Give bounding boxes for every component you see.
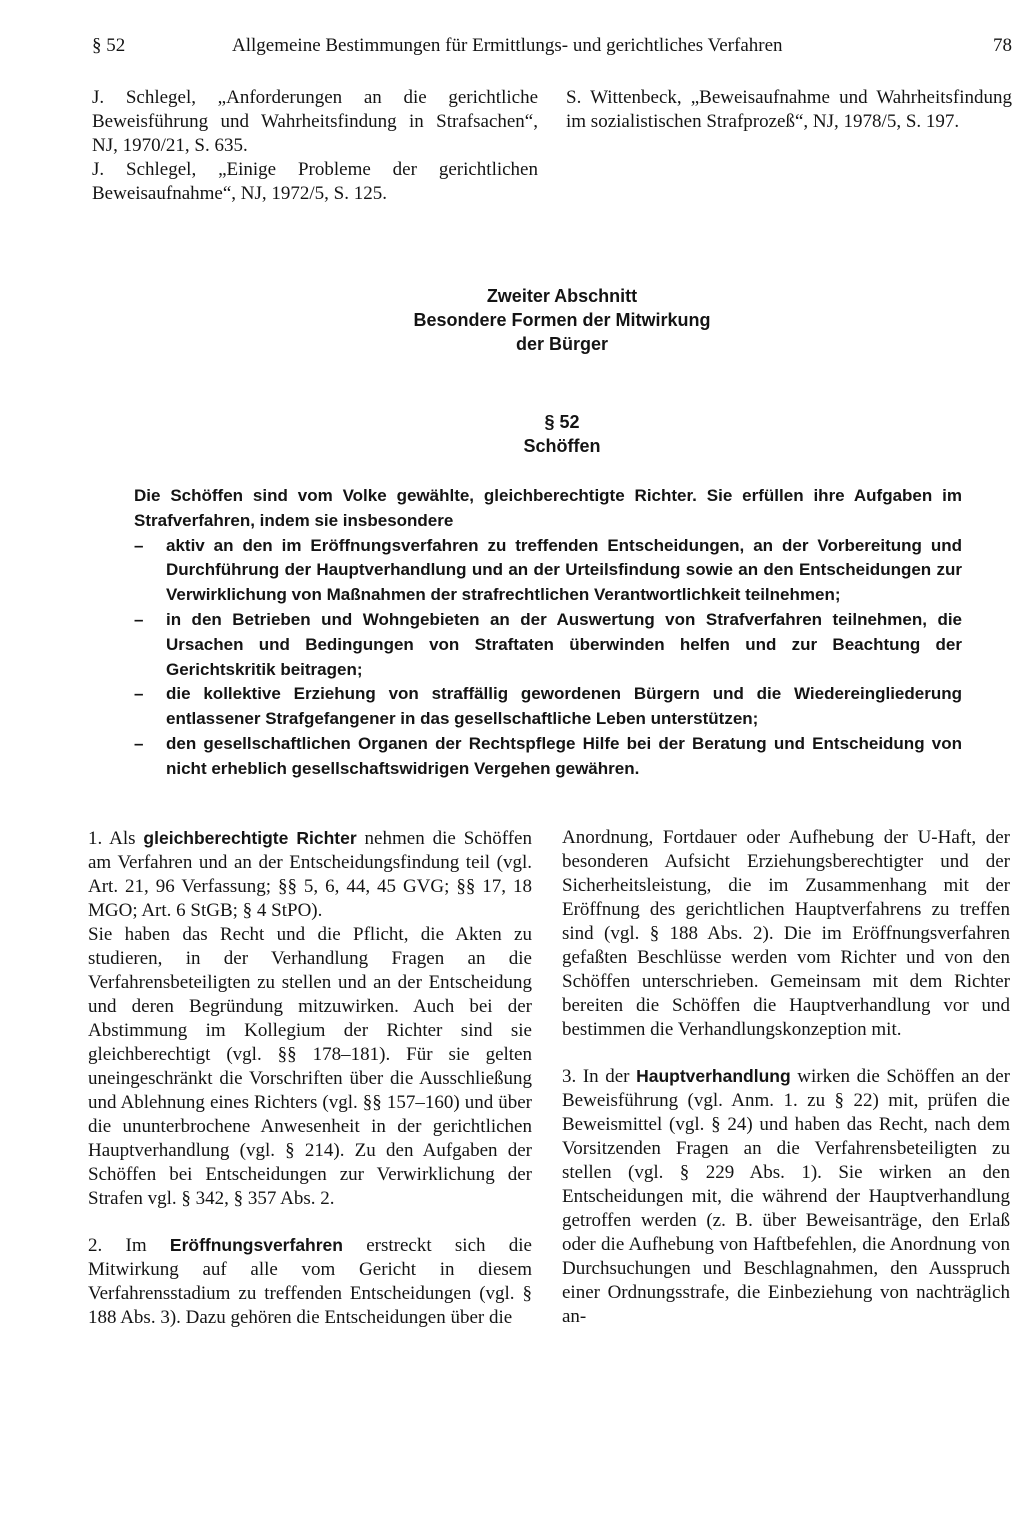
commentary-note-2-continuation: Anordnung, Fortdauer oder Aufhebung der U-Haft, der besonderen Aufsicht Erziehungsberechtigter und der Sicherheitsleistung, die im Zusammenhang mit der Eröffnung des gerichtlichen Hauptverfahrens zu treffen sind (vgl. § 188 Abs. 2). Die im Eröffnungsverfahren gefaßten Beschlüsse werden vom Richter und von den Schöffen unterschrieben. Gemeinsam mit dem Richter bereiten die Schöffen die Hauptverhandlung vor und bestimmen die Verhandlungskonzeption mit. — [562, 827, 1010, 1040]
paragraph-spacer — [88, 1211, 532, 1233]
statute-list-item — [134, 608, 962, 682]
chapter-heading-line: Zweiter Abschnitt — [486, 286, 638, 306]
commentary-note-3 — [562, 1064, 1010, 1329]
literature-entry: S. Wittenbeck, „Beweisaufnahme und Wahrheitsfindung im sozialistischen Strafprozeß“, NJ, 1978/5, S. 197. — [566, 87, 1012, 132]
dash-bullet: – — [134, 609, 144, 629]
note-text: erstreckt sich die Mitwirkung auf alle vom Gericht in diesem Verfahrensstadium zu treffenden Entscheidungen (vgl. § 188 Abs. 3). Dazu gehören die Entscheidungen über die — [88, 1235, 532, 1328]
commentary-right-column — [562, 826, 1010, 1329]
statute-item-text: in den Betrieben und Wohngebieten an der Auswertung von Strafverfahren teilnehmen, die Ursachen und Bedingungen von Straftaten überwinden helfen und zur Beachtung der Gerichtskritik beitragen; — [166, 609, 962, 679]
running-head-title: Allgemeine Bestimmungen für Ermittlungs- und gerichtliches Verfahren — [232, 35, 783, 56]
statute-intro: Die Schöffen sind vom Volke gewählte, gleichberechtigte Richter. Sie erfüllen ihre Aufgaben im Strafverfahren, indem sie insbesondere — [134, 486, 962, 530]
commentary-note-1-paragraph: Sie haben das Recht und die Pflicht, die Akten zu studieren, in der Verhandlung Fragen an die Verfahrensbeteiligten zu stellen und an der Entscheidung und deren Begründung mitzuwirken. Auch bei der Abstimmung im Kollegium der Richter sind sie gleichberechtigt (vgl. §§ 178–181). Für sie gelten uneingeschränkt die Vorschriften über die Ausschließung und Ablehnung eines Richters (vgl. §§ 157–160) und über die ununterbrochene Anwesenheit in der gerichtlichen Hauptverhandlung (vgl. § 214). Zu den Aufgaben der Schöffen bei Entscheidungen zur Verwirklichung der Strafen vgl. § 342, § 357 Abs. 2. — [88, 924, 532, 1209]
note-text: nehmen die Schöffen am Verfahren und an der Entscheidungsfindung teil (vgl. Art. 21, 96 Verfassung; §§ 5, 6, 44, 45 GVG; §§ 17, 18 MGO; Art. 6 StGB; § 4 StPO). — [88, 828, 532, 921]
page-number: 78 — [993, 35, 1012, 56]
statute-item-text: aktiv an den im Eröffnungsverfahren zu treffenden Entscheidungen, an der Vorbereitung und Durchführung der Hauptverhandlung und an der Urteilsfindung sowie an den Entscheidungen zur Verwirklichung von Maßnahmen der strafrechtlichen Verantwortlichkeit teilnehmen; — [166, 535, 962, 605]
running-head-section: § 52 — [92, 35, 126, 56]
note-term: Hauptverhandlung — [636, 1066, 791, 1086]
note-text: wirken die Schöffen an der Beweisführung (vgl. Anm. 1. zu § 22) mit, prüfen die Beweismittel (vgl. § 24) und haben das Recht, nach dem Vorsitzenden Fragen an die Verfahrensbeteiligten zu stellen (vgl. § 229 Abs. 1). Sie wirken an den Entscheidungen mit, die während der Hauptverhandlung getroffen werden (z. B. über Beweisanträge, den Erlaß oder die Aufhebung von Haftbefehlen, die Anordnung von Durchsuchungen und Beschlagnahmen, den Ausspruch einer Ordnungsstrafe, die Einbeziehung von nachträglich an- — [562, 1066, 1010, 1327]
commentary-note-1 — [88, 826, 532, 923]
statute-list-item — [134, 682, 962, 732]
dash-bullet: – — [134, 684, 144, 704]
statute-text — [134, 484, 962, 782]
note-term: gleichberechtigte Richter — [143, 828, 357, 848]
commentary-left-column — [88, 826, 532, 1330]
statute-item-text: den gesellschaftlichen Organen der Rechtspflege Hilfe bei der Beratung und Entscheidung von nicht erheblich gesellschaftswidrigen Vergehen gewähren. — [166, 733, 962, 778]
note-prefix: 2. Im — [88, 1235, 170, 1256]
chapter-heading-line: Besondere Formen der Mitwirkung — [413, 310, 711, 330]
statute-list-item — [134, 732, 962, 782]
note-prefix: 1. Als — [88, 828, 144, 849]
literature-left-column — [92, 86, 538, 206]
literature-entry: J. Schlegel, „Anforderungen an die gerichtliche Beweisführung und Wahrheitsfindung in Strafsachen“, NJ, 1970/21, S. 635. — [92, 87, 538, 156]
paragraph-number: § 52 — [544, 412, 580, 432]
paragraph-heading — [312, 410, 812, 458]
literature-right-column — [566, 86, 1012, 134]
statute-item-text: die kollektive Erziehung von straffällig gewordenen Bürgern und die Wiedereingliederung entlassener Strafgefangener in das gesellschaftliche Leben unterstützen; — [166, 684, 962, 729]
chapter-heading — [312, 284, 812, 356]
running-head — [92, 32, 1012, 60]
paragraph-title: Schöffen — [523, 436, 601, 456]
commentary-note-2 — [88, 1233, 532, 1330]
paragraph-spacer — [562, 1042, 1010, 1064]
chapter-heading-line: der Bürger — [515, 334, 609, 354]
statute-list — [134, 534, 962, 782]
dash-bullet: – — [134, 733, 144, 753]
literature-entry: J. Schlegel, „Einige Probleme der gerichtlichen Beweisaufnahme“, NJ, 1972/5, S. 125. — [92, 159, 538, 204]
note-term: Eröffnungsverfahren — [169, 1235, 343, 1255]
statute-list-item — [134, 534, 962, 608]
dash-bullet: – — [134, 535, 144, 555]
note-prefix: 3. In der — [562, 1066, 637, 1087]
